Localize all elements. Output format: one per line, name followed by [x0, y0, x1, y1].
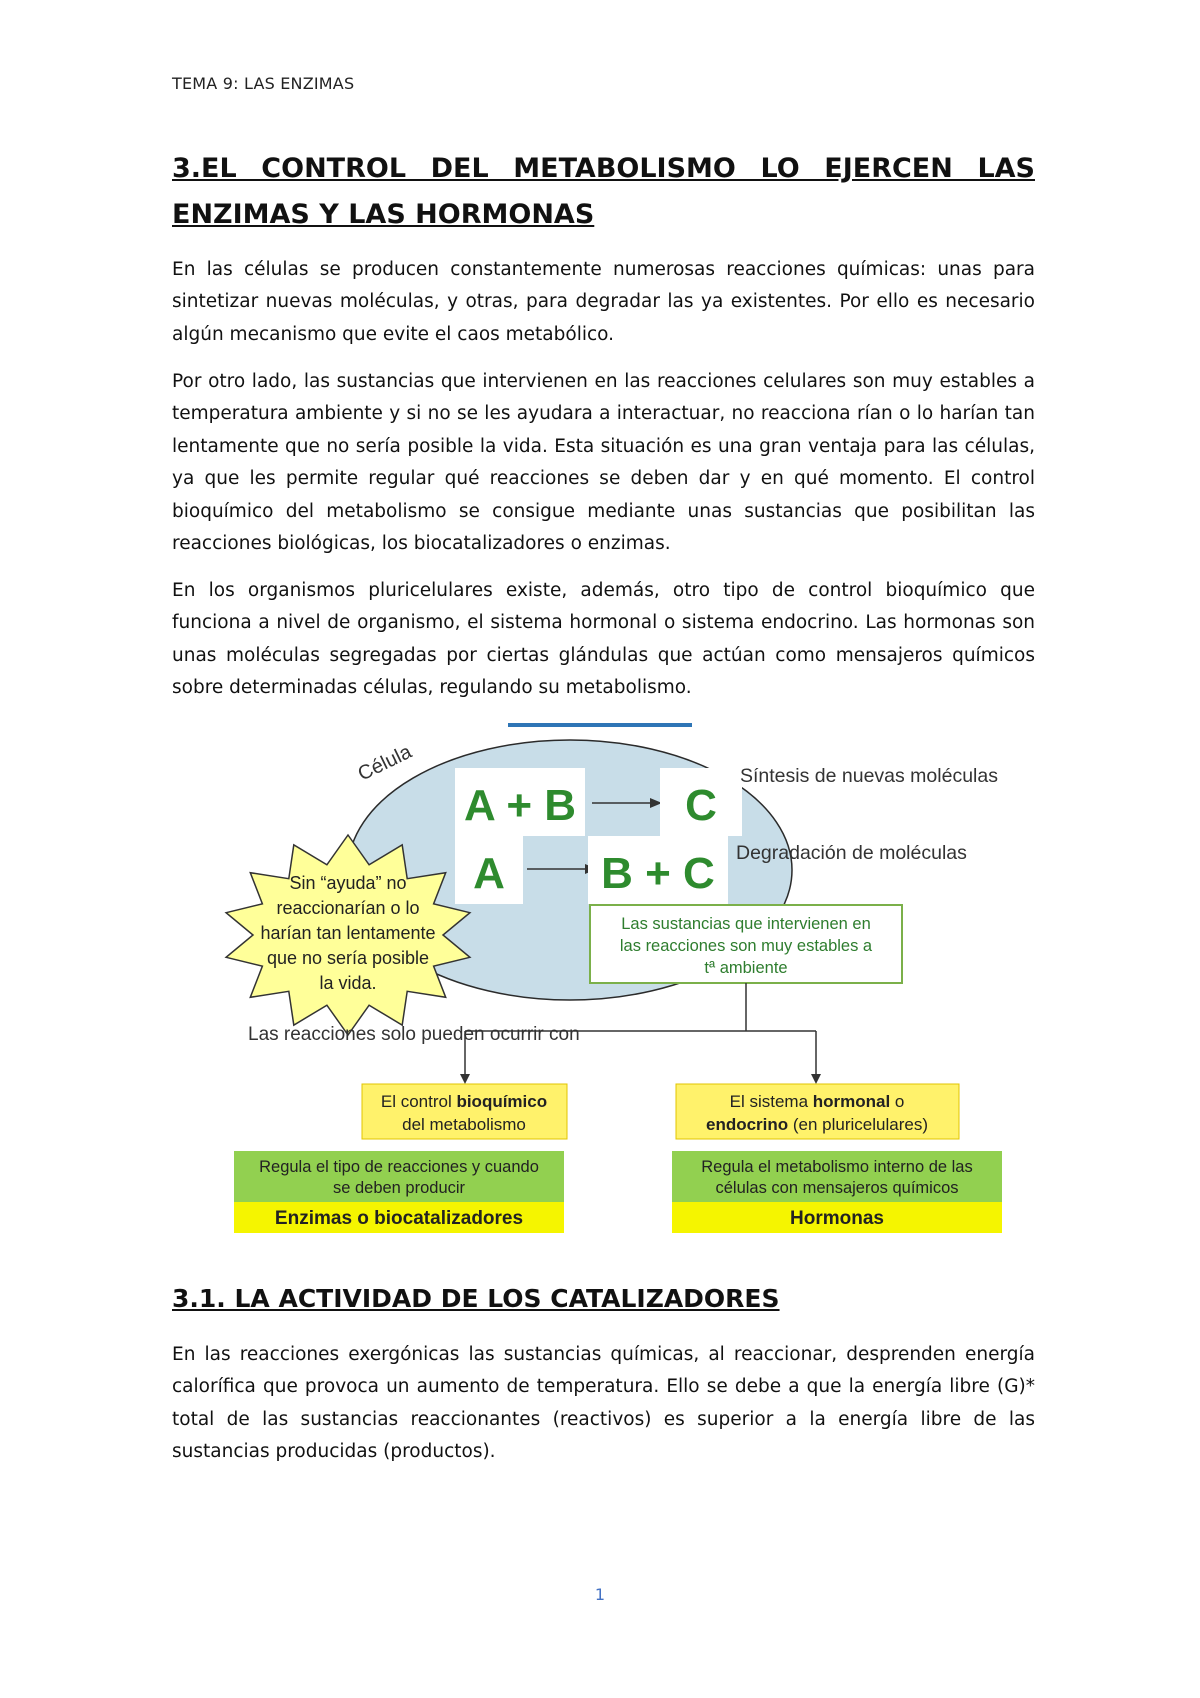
reaction2-left: A — [473, 849, 505, 898]
starburst-line: reaccionarían o lo — [276, 898, 420, 918]
paragraph-3: En los organismos pluricelulares existe, además, otro tipo de control bioquímico que funciona a nivel de organismo, el sistema hormonal o sistema endocrino. Las hormonas son unas moléculas segregadas por ciertas glándulas que actúan como mensajeros químicos sobre determinadas células, regulando su metabolismo. — [172, 580, 1035, 699]
degradation-label: Degradación de moléculas — [736, 842, 967, 864]
reaction2-right: B + C — [601, 849, 715, 898]
control-pre: El control — [380, 1092, 457, 1111]
paragraph-1: En las células se producen constantemente numerosas reacciones químicas: unas para sintetizar nuevas moléculas, y otras, para degradar las ya existentes. Por ello es necesario algún mecanismo que evite el caos metabólico. — [172, 259, 1035, 345]
hormonal-bold2: endocrino — [705, 1115, 789, 1134]
starburst-line: harían tan lentamente — [260, 923, 436, 943]
connector-right-arrowhead — [811, 1074, 821, 1084]
hormonal-system-line1 — [730, 1092, 905, 1111]
cell-label: Célula — [354, 740, 416, 786]
reaction1-left: A + B — [463, 781, 577, 830]
starburst-line: Sin “ayuda” no — [289, 873, 407, 893]
stable-line: tª ambiente — [704, 959, 788, 977]
control-bold: bioquímico — [456, 1092, 548, 1111]
hormonal-post2: (en pluricelulares) — [788, 1115, 929, 1134]
biochemical-control-line1 — [381, 1092, 547, 1111]
hormonal-post: o — [890, 1092, 905, 1111]
hormonal-system-line2 — [706, 1115, 928, 1134]
section-title: 3.EL CONTROL DEL METABOLISMO LO EJERCEN LAS ENZIMAS Y LAS HORMONAS — [172, 153, 1035, 230]
enzymes-green-line2: se deben producir — [332, 1179, 466, 1197]
reactions-only-label: Las reacciones solo pueden ocurrir con — [248, 1024, 580, 1045]
page-header: TEMA 9: LAS ENZIMAS — [172, 74, 355, 93]
enzymes-label: Enzimas o biocatalizadores — [274, 1208, 524, 1229]
connector-left-arrowhead — [460, 1074, 470, 1084]
stable-line: las reacciones son muy estables a — [619, 937, 873, 955]
page-number: 1 — [594, 1585, 606, 1604]
stable-line: Las sustancias que intervienen en — [621, 915, 871, 933]
starburst-line: la vida. — [319, 973, 377, 993]
enzymes-green-line1: Regula el tipo de reacciones y cuando — [259, 1158, 539, 1176]
subsection-title: 3.1. LA ACTIVIDAD DE LOS CATALIZADORES — [172, 1284, 780, 1313]
hormones-green-line1: Regula el metabolismo interno de las — [701, 1158, 973, 1176]
biochemical-control-line2: del metabolismo — [402, 1115, 526, 1134]
hormonal-bold: hormonal — [812, 1092, 891, 1111]
hormonal-pre: El sistema — [729, 1092, 813, 1111]
starburst-line: que no sería posible — [266, 948, 430, 968]
paragraph-4: En las reacciones exergónicas las sustancias químicas, al reaccionar, desprenden energía calorífica que provoca un aumento de temperatura. Ello se debe a que la energía libre (G)* total de las sustancias reaccionantes (reactivos) es superior a la energía libre de las sustancias producidas (productos). — [172, 1344, 1035, 1463]
hormones-label: Hormonas — [790, 1208, 884, 1229]
hormones-green-line2: células con mensajeros químicos — [715, 1179, 959, 1197]
reaction1-right: C — [685, 781, 717, 830]
paragraph-2: Por otro lado, las sustancias que intervienen en las reacciones celulares son muy estables a temperatura ambiente y si no se les ayudara a interactuar, no reacciona rían o lo harían tan lentamente que no sería posible la vida. Esta situación es una gran ventaja para las células, ya que les permite regular qué reacciones se deben dar y en qué momento. El control bioquímico del metabolismo se consigue mediante unas sustancias que posibilitan las reacciones biológicas, los biocatalizadores o enzimas. — [172, 371, 1035, 555]
synthesis-label: Síntesis de nuevas moléculas — [740, 765, 998, 787]
